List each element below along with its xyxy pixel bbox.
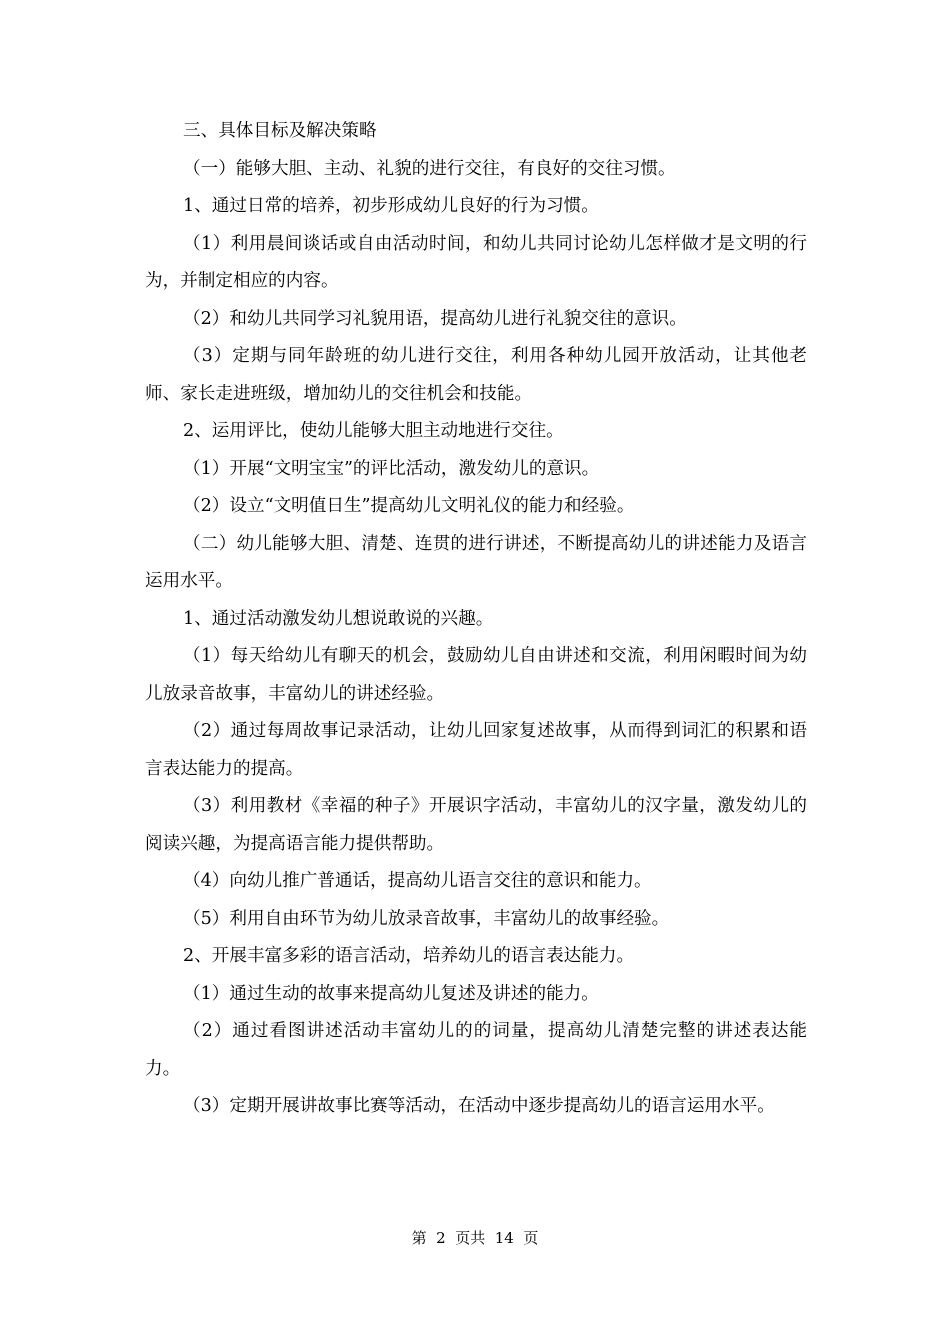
item-heading: 1、通过日常的培养，初步形成幼儿良好的行为习惯。	[183, 196, 599, 216]
subsection-heading: （二）幼儿能够大胆、清楚、连贯的进行讲述，不断提高幼儿的讲述能力及语言运用水平。	[145, 533, 807, 591]
subsection-heading: （一）能够大胆、主动、礼貌的进行交往，有良好的交往习惯。	[183, 158, 676, 179]
paragraph: （1）通过生动的故事来提高幼儿复述及讲述的能力。	[183, 983, 599, 1004]
item-heading: 2、运用评比，使幼儿能够大胆主动地进行交往。	[183, 421, 564, 441]
paragraph: （5）利用自由环节为幼儿放录音故事，丰富幼儿的故事经验。	[183, 908, 670, 929]
page-number: 第 2 页共 14 页	[411, 1229, 539, 1247]
item-heading: 1、通过活动激发幼儿想说敢说的兴趣。	[183, 608, 494, 629]
page-footer	[0, 1224, 950, 1252]
paragraph: （2）通过每周故事记录活动，让幼儿回家复述故事，从而得到词汇的积累和语言表达能力的提高。	[145, 721, 807, 779]
paragraph: （2）设立“文明值日生”提高幼儿文明礼仪的能力和经验。	[183, 496, 635, 516]
item-heading: 2、开展丰富多彩的语言活动，培养幼儿的语言表达能力。	[183, 946, 635, 966]
paragraph: （1）利用晨间谈话或自由活动时间，和幼儿共同讨论幼儿怎样做才是文明的行为，并制定相应的内容。	[145, 233, 807, 291]
section-heading: 三、具体目标及解决策略	[183, 121, 377, 141]
document-body	[145, 113, 807, 1126]
paragraph: （2）通过看图讲述活动丰富幼儿的的词量，提高幼儿清楚完整的讲述表达能力。	[145, 1021, 807, 1079]
paragraph: （1）每天给幼儿有聊天的机会，鼓励幼儿自由讲述和交流，利用闲暇时间为幼儿放录音故事，丰富幼儿的讲述经验。	[145, 646, 807, 704]
paragraph: （3）定期与同年龄班的幼儿进行交往，利用各种幼儿园开放活动，让其他老师、家长走进班级，增加幼儿的交往机会和技能。	[145, 346, 807, 404]
paragraph: （4）向幼儿推广普通话，提高幼儿语言交往的意识和能力。	[183, 871, 652, 891]
paragraph: （1）开展“文明宝宝”的评比活动，激发幼儿的意识。	[183, 458, 600, 479]
paragraph: （3）利用教材《幸福的种子》开展识字活动，丰富幼儿的汉字量，激发幼儿的阅读兴趣，为提高语言能力提供帮助。	[145, 796, 807, 854]
paragraph: （3）定期开展讲故事比赛等活动，在活动中逐步提高幼儿的语言运用水平。	[183, 1096, 775, 1116]
paragraph: （2）和幼儿共同学习礼貌用语，提高幼儿进行礼貌交往的意识。	[183, 308, 687, 329]
